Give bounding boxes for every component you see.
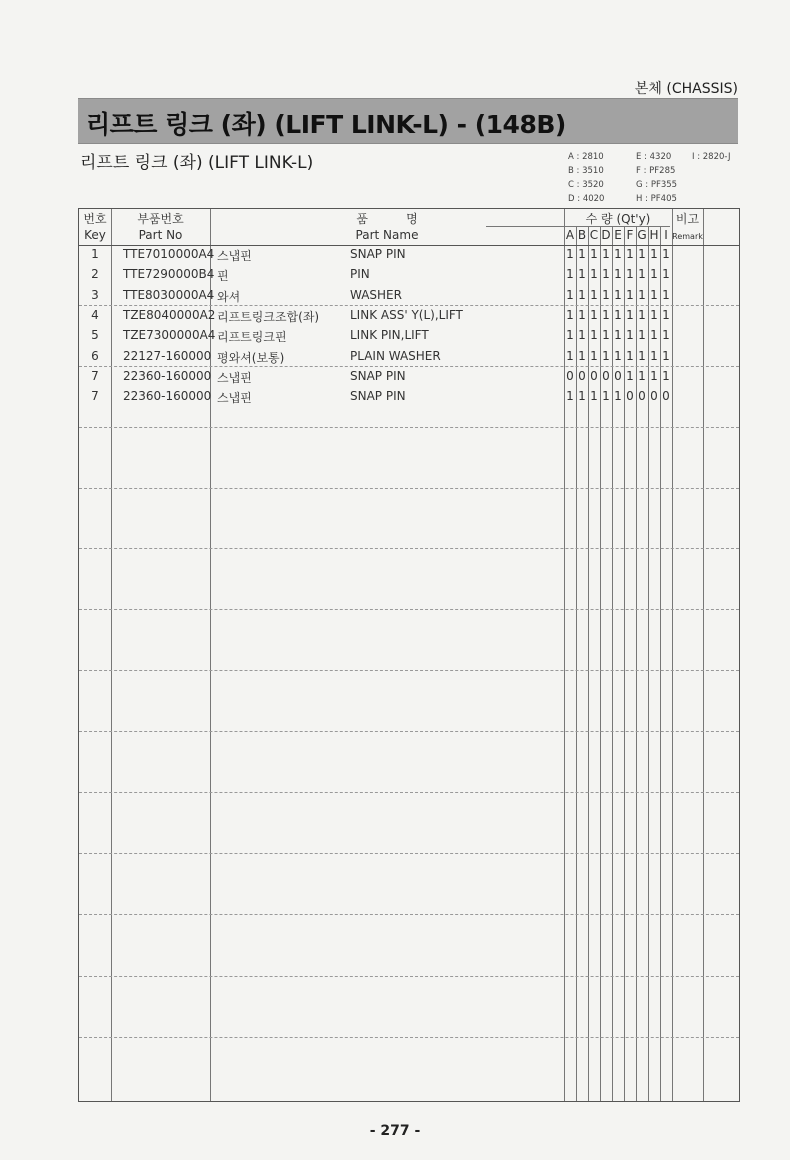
row-qty: 1 bbox=[650, 368, 658, 383]
row-qty: 0 bbox=[566, 368, 574, 383]
model-d: D : 4020 bbox=[568, 194, 605, 204]
row-qty: 1 bbox=[638, 368, 646, 383]
row-qty: 1 bbox=[578, 247, 586, 261]
row-qty: 1 bbox=[626, 348, 634, 363]
row-qty: 1 bbox=[614, 287, 622, 302]
row-part-no: TZE8040000A2 bbox=[123, 307, 216, 322]
row-qty: 1 bbox=[578, 328, 586, 343]
row-qty: 1 bbox=[578, 389, 586, 404]
row-qty: 1 bbox=[650, 307, 658, 322]
qty-col-g: G bbox=[637, 228, 647, 242]
row-qty: 1 bbox=[626, 328, 634, 343]
subtitle: 리프트 링크 (좌) (LIFT LINK-L) bbox=[80, 153, 314, 173]
row-name-ko: 리프트링크핀 bbox=[217, 330, 287, 345]
row-qty: 1 bbox=[614, 389, 622, 404]
qty-col-b: B bbox=[577, 228, 587, 242]
qty-col-e: E bbox=[614, 228, 622, 242]
row-part-no: TTE7290000B4 bbox=[123, 267, 215, 282]
row-qty: 1 bbox=[638, 328, 646, 343]
section-label: 본체 (CHASSIS) bbox=[634, 81, 738, 97]
row-part-no: 22360-160000 bbox=[123, 368, 212, 383]
row-qty: 1 bbox=[590, 307, 598, 322]
row-part-no: TTE8030000A4 bbox=[123, 287, 215, 302]
qty-col-i: I bbox=[664, 228, 668, 242]
row-qty: 1 bbox=[626, 287, 634, 302]
row-qty: 0 bbox=[590, 368, 598, 383]
row-qty: 1 bbox=[650, 348, 658, 363]
qty-col-a: A bbox=[565, 228, 575, 242]
row-qty: 1 bbox=[638, 247, 646, 261]
name-header-en: Part Name bbox=[355, 228, 419, 242]
row-qty: 1 bbox=[590, 389, 598, 404]
row-qty: 1 bbox=[602, 389, 610, 404]
row-qty: 1 bbox=[662, 328, 670, 343]
model-a: A : 2810 bbox=[568, 152, 604, 162]
row-qty: 1 bbox=[650, 287, 658, 302]
row-key: 6 bbox=[91, 348, 99, 363]
row-qty: 1 bbox=[602, 247, 610, 261]
row-qty: 1 bbox=[578, 348, 586, 363]
row-qty: 1 bbox=[566, 287, 574, 302]
row-name-en: SNAP PIN bbox=[350, 368, 406, 383]
page-number: - 277 - bbox=[369, 1123, 421, 1139]
row-qty: 1 bbox=[578, 287, 586, 302]
row-qty: 1 bbox=[650, 247, 658, 261]
row-name-ko: 핀 bbox=[217, 269, 229, 284]
row-qty: 1 bbox=[662, 287, 670, 302]
row-part-no: TTE7010000A4 bbox=[123, 247, 215, 261]
model-h: H : PF405 bbox=[636, 194, 677, 204]
row-qty: 1 bbox=[566, 267, 574, 282]
row-name-ko: 스냅핀 bbox=[217, 370, 252, 385]
row-name-en: LINK ASS' Y(L),LIFT bbox=[350, 307, 463, 322]
model-f: F : PF285 bbox=[636, 166, 676, 176]
row-qty: 1 bbox=[602, 307, 610, 322]
row-qty: 1 bbox=[590, 247, 598, 261]
row-qty: 1 bbox=[566, 348, 574, 363]
row-qty: 1 bbox=[566, 307, 574, 322]
model-c: C : 3520 bbox=[568, 180, 604, 190]
row-qty: 0 bbox=[614, 368, 622, 383]
row-qty: 1 bbox=[602, 328, 610, 343]
row-qty: 1 bbox=[590, 328, 598, 343]
row-key: 2 bbox=[91, 267, 99, 282]
row-qty: 1 bbox=[614, 328, 622, 343]
row-name-ko: 와셔 bbox=[217, 289, 241, 304]
row-qty: 1 bbox=[638, 307, 646, 322]
row-name-en: PIN bbox=[350, 267, 370, 282]
model-b: B : 3510 bbox=[568, 166, 604, 176]
row-key: 4 bbox=[91, 307, 99, 322]
partno-header-en: Part No bbox=[138, 228, 183, 242]
row-qty: 1 bbox=[662, 307, 670, 322]
row-qty: 0 bbox=[602, 368, 610, 383]
row-name-ko: 스냅핀 bbox=[217, 391, 252, 406]
row-qty: 1 bbox=[590, 267, 598, 282]
row-part-no: TZE7300000A4 bbox=[123, 328, 216, 343]
row-qty: 1 bbox=[566, 247, 574, 261]
row-qty: 0 bbox=[650, 389, 658, 404]
row-qty: 1 bbox=[626, 267, 634, 282]
key-header-en: Key bbox=[84, 228, 106, 242]
row-key: 7 bbox=[91, 389, 99, 404]
row-key: 5 bbox=[91, 328, 99, 343]
row-name-ko: 평와셔(보통) bbox=[217, 350, 285, 365]
row-qty: 0 bbox=[578, 368, 586, 383]
row-qty: 1 bbox=[662, 247, 670, 261]
row-name-en: SNAP PIN bbox=[350, 247, 406, 261]
row-name-en: SNAP PIN bbox=[350, 389, 406, 404]
row-qty: 1 bbox=[602, 287, 610, 302]
title-banner bbox=[78, 98, 738, 144]
row-name-ko: 리프트링크조합(좌) bbox=[217, 309, 320, 324]
row-qty: 1 bbox=[638, 348, 646, 363]
row-qty: 1 bbox=[662, 348, 670, 363]
row-name-en: WASHER bbox=[350, 287, 402, 302]
row-key: 1 bbox=[91, 247, 99, 261]
row-qty: 1 bbox=[614, 348, 622, 363]
row-qty: 1 bbox=[662, 368, 670, 383]
qty-col-f: F bbox=[626, 228, 634, 242]
row-name-en: PLAIN WASHER bbox=[350, 348, 441, 363]
row-qty: 1 bbox=[626, 307, 634, 322]
row-part-no: 22127-160000 bbox=[123, 348, 212, 363]
row-qty: 1 bbox=[578, 267, 586, 282]
row-qty: 1 bbox=[638, 267, 646, 282]
qty-col-c: C bbox=[589, 228, 599, 242]
qty-col-d: D bbox=[601, 228, 611, 242]
model-e: E : 4320 bbox=[636, 152, 672, 162]
row-qty: 1 bbox=[650, 267, 658, 282]
qty-col-h: H bbox=[649, 228, 659, 242]
row-name-en: LINK PIN,LIFT bbox=[350, 328, 429, 343]
row-qty: 1 bbox=[650, 328, 658, 343]
row-part-no: 22360-160000 bbox=[123, 389, 212, 404]
remark-header-en: Remark bbox=[672, 232, 703, 241]
key-header-ko: 번호 bbox=[83, 212, 107, 226]
row-qty: 0 bbox=[662, 389, 670, 404]
model-g: G : PF355 bbox=[636, 180, 678, 190]
row-qty: 1 bbox=[590, 287, 598, 302]
row-qty: 1 bbox=[602, 267, 610, 282]
row-qty: 1 bbox=[614, 307, 622, 322]
row-qty: 1 bbox=[662, 267, 670, 282]
model-i: I : 2820-J bbox=[692, 152, 731, 162]
banner-title: 리프트 링크 (좌) (LIFT LINK-L) - (148B) bbox=[86, 110, 566, 139]
row-qty: 0 bbox=[638, 389, 646, 404]
row-qty: 0 bbox=[626, 389, 634, 404]
row-qty: 1 bbox=[578, 307, 586, 322]
row-qty: 1 bbox=[566, 328, 574, 343]
row-key: 7 bbox=[91, 368, 99, 383]
parts-table bbox=[78, 208, 740, 1102]
row-qty: 1 bbox=[626, 368, 634, 383]
remark-header-ko: 비고 bbox=[675, 212, 700, 226]
row-qty: 1 bbox=[614, 247, 622, 261]
qty-header: 수 량 (Qt'y) bbox=[585, 212, 651, 226]
row-qty: 1 bbox=[590, 348, 598, 363]
name-header-ko: 품 명 bbox=[356, 212, 418, 226]
row-qty: 1 bbox=[626, 247, 634, 261]
row-qty: 1 bbox=[638, 287, 646, 302]
row-qty: 1 bbox=[602, 348, 610, 363]
row-qty: 1 bbox=[566, 389, 574, 404]
row-name-ko: 스냅핀 bbox=[217, 249, 252, 263]
row-qty: 1 bbox=[614, 267, 622, 282]
partno-header-ko: 부품번호 bbox=[137, 212, 184, 226]
row-key: 3 bbox=[91, 287, 99, 302]
